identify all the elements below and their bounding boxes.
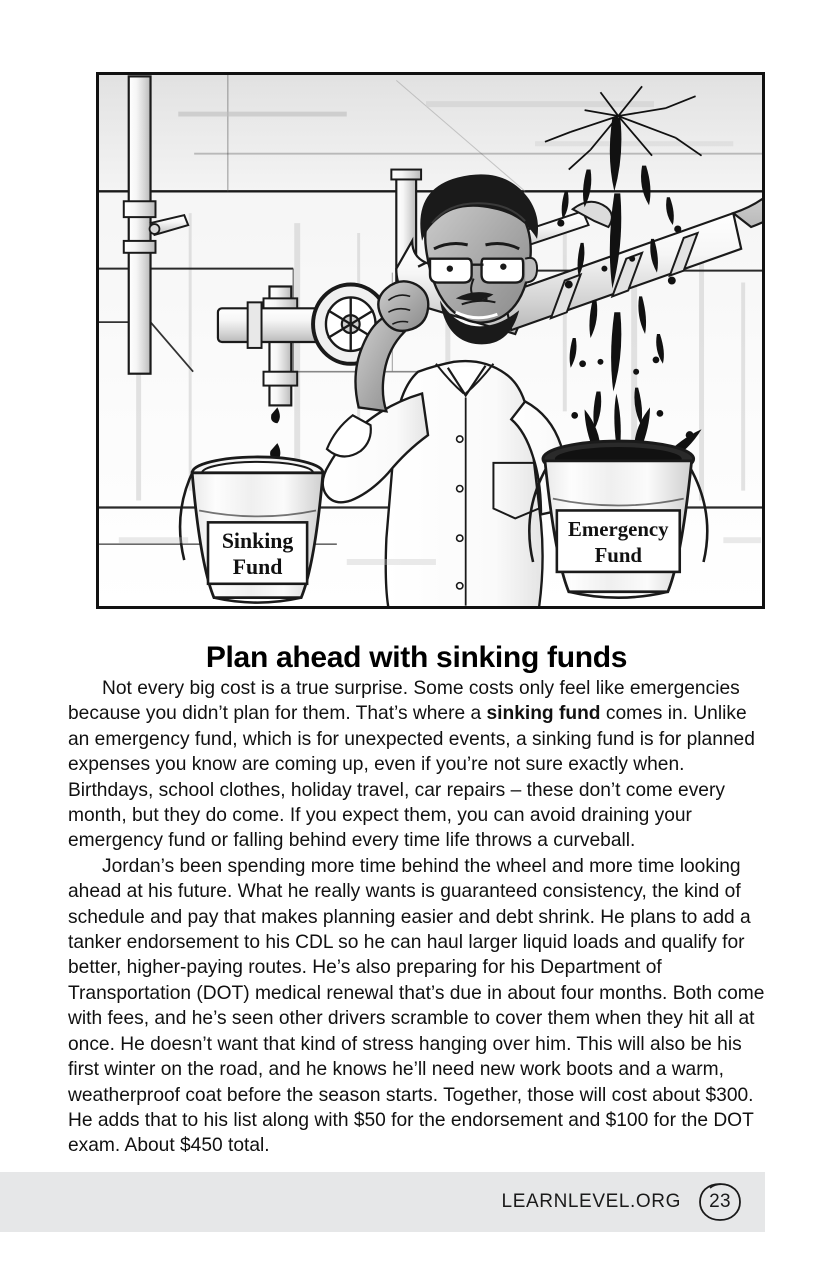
paragraph-1-text-a: Not every big cost is a true surprise. Some costs only feel like emergencies because you didn’t plan for them. That’s where a: [68, 678, 740, 725]
term-sinking-fund: sinking fund: [486, 703, 601, 725]
illustration-panel: [96, 72, 765, 609]
footer-site-url: LEARNLEVEL.ORG: [501, 1191, 681, 1212]
bucket-sinking-label-line1: Sinking: [221, 529, 294, 554]
footer-content: [502, 1172, 743, 1232]
bucket-sinking-label-line2: Fund: [232, 554, 283, 579]
page-number-badge: [697, 1181, 743, 1223]
basement-leak-illustration: [99, 75, 762, 606]
paragraph-2: Jordan’s been spending more time behind the wheel and more time looking ahead at his future. What he really wants is guaranteed consistency, the kind of schedule and pay that makes planning easier and debt shrink. He plans to add a tanker endorsement to his CDL so he can haul larger liquid loads and qualify for better, higher-paying routes. He’s also preparing for his Department of Transportation (DOT) medical renewal that’s due in about four months. Both come with fees, and he’s seen other drivers scramble to cover them when they hit all at once. He doesn’t want that kind of stress hanging over him. This will also be his first winter on the road, and he knows he’ll need new work boots and a warm, weatherproof coat before the season starts. Together, those will cost about $300. He adds that to his list along with $50 for the endorsement and $100 for the DOT exam. About $450 total.: [68, 855, 765, 1157]
page-title: Plan ahead with sinking funds: [205, 641, 628, 675]
page-number: 23: [709, 1191, 731, 1212]
paragraph-1-text-b: comes in. Unlike an emergency fund, which is for unexpected events, a sinking fund is for planned expenses you know are coming up, even if you’re not sure exactly when. Birthdays, school clothes, holiday travel, car repairs – these don’t come every month, but they do come. If you expect them, you can avoid draining your emergency fund or falling behind every time life throws a curveball.: [68, 703, 755, 852]
page-footer: [0, 1172, 765, 1232]
bucket-emergency-label-line2: Fund: [594, 542, 643, 567]
bucket-emergency-label-line1: Emergency: [568, 517, 669, 542]
glasses: [418, 259, 523, 283]
article-body: [68, 676, 766, 1159]
paragraph-1: [68, 676, 766, 854]
